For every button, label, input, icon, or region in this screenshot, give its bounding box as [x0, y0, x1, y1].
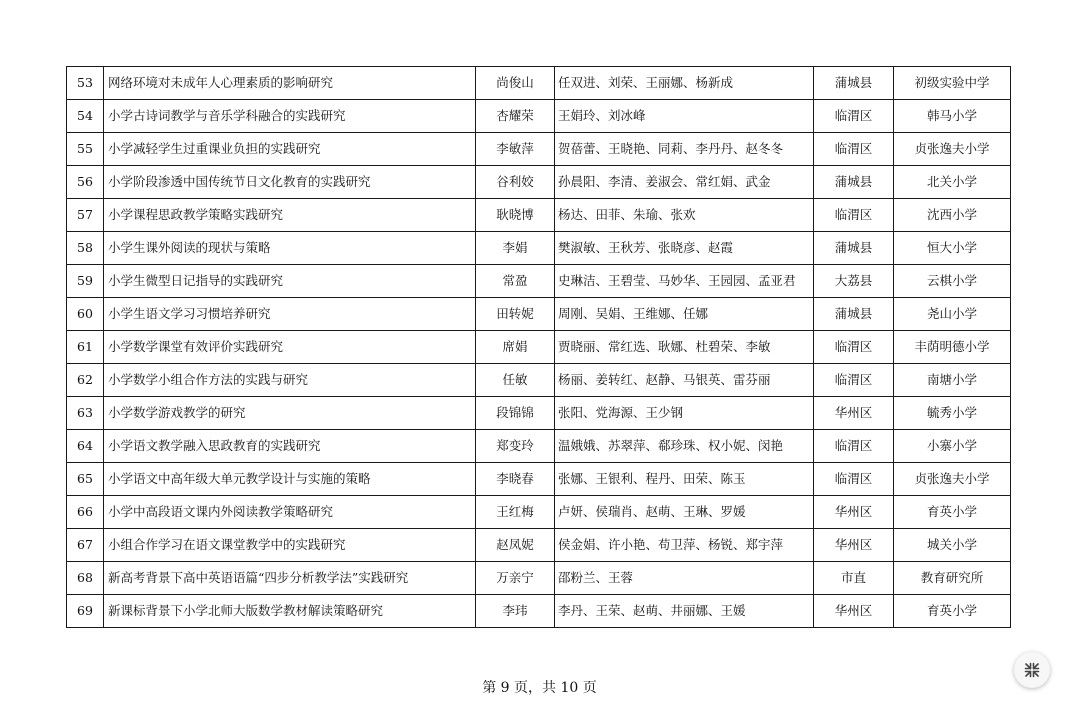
table-row — [67, 529, 1011, 562]
page-number: 第 9 页，共 10 页 — [482, 680, 597, 696]
table-row — [67, 364, 1011, 397]
school-name-cell: 毓秀小学 — [894, 397, 1011, 430]
project-lead-cell: 田转妮 — [476, 298, 555, 331]
district-cell: 蒲城县 — [814, 232, 894, 265]
district-cell: 蒲城县 — [814, 166, 894, 199]
project-members-cell: 张娜、王银利、程丹、田荣、陈玉 — [555, 463, 814, 496]
project-title-cell: 小学语文中高年级大单元教学设计与实施的策略 — [104, 463, 476, 496]
school-name-cell: 南塘小学 — [894, 364, 1011, 397]
district-cell: 市直 — [814, 562, 894, 595]
row-number-cell: 57 — [67, 199, 104, 232]
table-row — [67, 166, 1011, 199]
table-row — [67, 496, 1011, 529]
project-members-cell: 邵粉兰、王蓉 — [555, 562, 814, 595]
row-number-cell: 61 — [67, 331, 104, 364]
project-lead-cell: 杏耀荣 — [476, 100, 555, 133]
row-number-cell: 59 — [67, 265, 104, 298]
table-row — [67, 265, 1011, 298]
project-members-cell: 孙晨阳、李清、姜淑会、常红娟、武金 — [555, 166, 814, 199]
project-lead-cell: 李敏萍 — [476, 133, 555, 166]
row-number-cell: 56 — [67, 166, 104, 199]
project-lead-cell: 王红梅 — [476, 496, 555, 529]
district-cell: 临渭区 — [814, 100, 894, 133]
project-title-cell: 新高考背景下高中英语语篇“四步分析教学法”实践研究 — [104, 562, 476, 595]
district-cell: 临渭区 — [814, 463, 894, 496]
project-members-cell: 樊淑敏、王秋芳、张晓彦、赵霞 — [555, 232, 814, 265]
project-title-cell: 小学数学小组合作方法的实践与研究 — [104, 364, 476, 397]
school-name-cell: 育英小学 — [894, 595, 1011, 628]
school-name-cell: 小寨小学 — [894, 430, 1011, 463]
project-members-cell: 任双进、刘荣、王丽娜、杨新成 — [555, 67, 814, 100]
project-lead-cell: 常盈 — [476, 265, 555, 298]
district-cell: 临渭区 — [814, 430, 894, 463]
school-name-cell: 尧山小学 — [894, 298, 1011, 331]
project-title-cell: 小组合作学习在语文课堂教学中的实践研究 — [104, 529, 476, 562]
school-name-cell: 初级实验中学 — [894, 67, 1011, 100]
school-name-cell: 育英小学 — [894, 496, 1011, 529]
project-title-cell: 小学数学游戏教学的研究 — [104, 397, 476, 430]
school-name-cell: 教育研究所 — [894, 562, 1011, 595]
table-row — [67, 232, 1011, 265]
table-row — [67, 67, 1011, 100]
table-row — [67, 100, 1011, 133]
row-number-cell: 64 — [67, 430, 104, 463]
project-title-cell: 小学生语文学习习惯培养研究 — [104, 298, 476, 331]
project-lead-cell: 万亲宁 — [476, 562, 555, 595]
row-number-cell: 53 — [67, 67, 104, 100]
row-number-cell: 54 — [67, 100, 104, 133]
table-row — [67, 298, 1011, 331]
project-title-cell: 网络环境对未成年人心理素质的影响研究 — [104, 67, 476, 100]
row-number-cell: 63 — [67, 397, 104, 430]
project-table — [66, 66, 1011, 628]
project-lead-cell: 席娟 — [476, 331, 555, 364]
table-row — [67, 562, 1011, 595]
row-number-cell: 66 — [67, 496, 104, 529]
project-members-cell: 杨达、田菲、朱瑜、张欢 — [555, 199, 814, 232]
table-row — [67, 397, 1011, 430]
district-cell: 临渭区 — [814, 364, 894, 397]
project-lead-cell: 尚俊山 — [476, 67, 555, 100]
row-number-cell: 68 — [67, 562, 104, 595]
project-lead-cell: 李晓春 — [476, 463, 555, 496]
school-name-cell: 韩马小学 — [894, 100, 1011, 133]
district-cell: 华州区 — [814, 496, 894, 529]
project-lead-cell: 耿晓博 — [476, 199, 555, 232]
project-lead-cell: 李玮 — [476, 595, 555, 628]
project-title-cell: 小学中高段语文课内外阅读教学策略研究 — [104, 496, 476, 529]
row-number-cell: 60 — [67, 298, 104, 331]
row-number-cell: 62 — [67, 364, 104, 397]
table-row — [67, 430, 1011, 463]
project-members-cell: 卢妍、侯瑞肖、赵萌、王琳、罗媛 — [555, 496, 814, 529]
district-cell: 大荔县 — [814, 265, 894, 298]
district-cell: 蒲城县 — [814, 298, 894, 331]
row-number-cell: 69 — [67, 595, 104, 628]
project-title-cell: 小学生微型日记指导的实践研究 — [104, 265, 476, 298]
district-cell: 临渭区 — [814, 199, 894, 232]
project-members-cell: 李丹、王荣、赵萌、井丽娜、王媛 — [555, 595, 814, 628]
school-name-cell: 沈西小学 — [894, 199, 1011, 232]
project-lead-cell: 任敏 — [476, 364, 555, 397]
project-members-cell: 史琳洁、王碧莹、马妙华、王园园、孟亚君 — [555, 265, 814, 298]
district-cell: 华州区 — [814, 529, 894, 562]
project-title-cell: 小学语文教学融入思政教育的实践研究 — [104, 430, 476, 463]
project-lead-cell: 段锦锦 — [476, 397, 555, 430]
project-members-cell: 王娟玲、刘冰峰 — [555, 100, 814, 133]
table-row — [67, 199, 1011, 232]
project-title-cell: 小学生课外阅读的现状与策略 — [104, 232, 476, 265]
project-title-cell: 小学减轻学生过重课业负担的实践研究 — [104, 133, 476, 166]
project-members-cell: 温娥娥、苏翠萍、郗珍珠、权小妮、闵艳 — [555, 430, 814, 463]
row-number-cell: 65 — [67, 463, 104, 496]
school-name-cell: 丰荫明德小学 — [894, 331, 1011, 364]
project-lead-cell: 郑变玲 — [476, 430, 555, 463]
district-cell: 临渭区 — [814, 133, 894, 166]
project-members-cell: 张阳、党海源、王少钢 — [555, 397, 814, 430]
project-members-cell: 杨丽、姜转红、赵静、马银英、雷芬丽 — [555, 364, 814, 397]
collapse-arrows-icon — [1023, 661, 1041, 679]
row-number-cell: 58 — [67, 232, 104, 265]
row-number-cell: 67 — [67, 529, 104, 562]
project-title-cell: 小学课程思政教学策略实践研究 — [104, 199, 476, 232]
school-name-cell: 云棋小学 — [894, 265, 1011, 298]
district-cell: 华州区 — [814, 595, 894, 628]
table-row — [67, 595, 1011, 628]
project-title-cell: 新课标背景下小学北师大版数学教材解读策略研究 — [104, 595, 476, 628]
project-title-cell: 小学数学课堂有效评价实践研究 — [104, 331, 476, 364]
table-row — [67, 331, 1011, 364]
project-members-cell: 侯金娟、许小艳、苟卫萍、杨锐、郑宇萍 — [555, 529, 814, 562]
project-members-cell: 贺蓓蕾、王晓艳、同莉、李丹丹、赵冬冬 — [555, 133, 814, 166]
school-name-cell: 恒大小学 — [894, 232, 1011, 265]
school-name-cell: 城关小学 — [894, 529, 1011, 562]
project-lead-cell: 赵凤妮 — [476, 529, 555, 562]
district-cell: 蒲城县 — [814, 67, 894, 100]
table-row — [67, 133, 1011, 166]
collapse-button[interactable] — [1014, 652, 1050, 688]
project-lead-cell: 谷利姣 — [476, 166, 555, 199]
district-cell: 华州区 — [814, 397, 894, 430]
table-row — [67, 463, 1011, 496]
table-body — [67, 67, 1011, 628]
school-name-cell: 贞张逸夫小学 — [894, 133, 1011, 166]
project-title-cell: 小学古诗词教学与音乐学科融合的实践研究 — [104, 100, 476, 133]
school-name-cell: 北关小学 — [894, 166, 1011, 199]
project-title-cell: 小学阶段渗透中国传统节日文化教育的实践研究 — [104, 166, 476, 199]
project-lead-cell: 李娟 — [476, 232, 555, 265]
school-name-cell: 贞张逸夫小学 — [894, 463, 1011, 496]
project-members-cell: 周刚、吴娟、王维娜、任娜 — [555, 298, 814, 331]
row-number-cell: 55 — [67, 133, 104, 166]
project-members-cell: 贾晓丽、常红选、耿娜、杜碧荣、李敏 — [555, 331, 814, 364]
district-cell: 临渭区 — [814, 331, 894, 364]
